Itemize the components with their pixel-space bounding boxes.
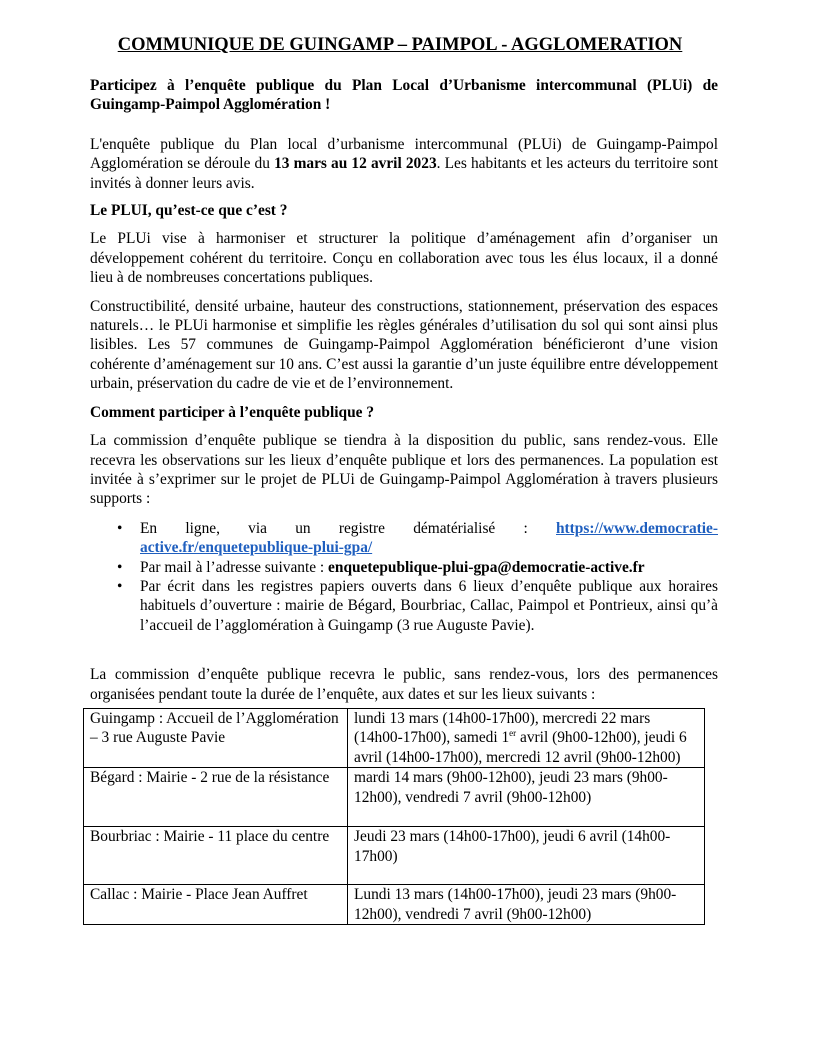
intro-text-after: . Les habitants et les acteurs du territoire sont invités à donner leurs avis. bbox=[90, 155, 718, 192]
section1-paragraph-1: Le PLUi vise à harmoniser et structurer la politique d’aménagement afin d’organiser un développement cohérent du territoire. Conçu en collaboration avec tous les élus locaux, il a donné lieu à de nombreuses concertations publiques. bbox=[90, 230, 718, 287]
participation-list bbox=[90, 519, 718, 635]
dates-text-part-2: avril (9h00-12h00), jeudi 6 avril (14h00-17h00), mercredi 12 avril (9h00-12h00) bbox=[354, 729, 687, 766]
table-row bbox=[84, 768, 705, 827]
permanences-table bbox=[83, 708, 705, 925]
intro-paragraph bbox=[90, 135, 718, 193]
table-cell-place: Bourbriac : Mairie - 11 place du centre bbox=[84, 827, 348, 885]
bullet-icon: • bbox=[117, 558, 123, 576]
table-cell-place: Callac : Mairie - Place Jean Auffret bbox=[84, 885, 348, 925]
online-register-link[interactable]: https://www.democratie-active.fr/enquetepublique-plui-gpa/ bbox=[140, 519, 718, 557]
list-item-online bbox=[117, 519, 718, 558]
document-title: COMMUNIQUE DE GUINGAMP – PAIMPOL - AGGLOMERATION bbox=[117, 35, 683, 55]
section2-paragraph-1: La commission d’enquête publique se tiendra à la disposition du public, sans rendez-vous. Elle recevra les observations sur les lieux d’enquête publique et lors des permanences. La population est invitée à s’exprimer sur le projet de PLUi de Guingamp-Paimpol Agglomération à travers plusieurs supports : bbox=[90, 432, 718, 508]
table-cell-dates: mardi 14 mars (9h00-12h00), jeudi 23 mars (9h00-12h00), vendredi 7 avril (9h00-12h00) bbox=[348, 768, 705, 827]
table-row bbox=[84, 827, 705, 885]
intro-dates: 13 mars au 12 avril 2023 bbox=[274, 155, 437, 173]
table-cell-dates: Lundi 13 mars (14h00-17h00), jeudi 23 mars (9h00-12h00), vendredi 7 avril (9h00-12h00) bbox=[348, 885, 705, 925]
paper-text: Par écrit dans les registres papiers ouverts dans 6 lieux d’enquête publique aux horaires habituels d’ouverture : mairie de Bégard, Bourbriac, Callac, Paimpol et Pontrieux, ainsi qu’à l’accueil de l’agglomération à Guingamp (3 rue Auguste Pavie). bbox=[140, 577, 718, 634]
section-heading-plui: Le PLUI, qu’est-ce que c’est ? bbox=[90, 202, 288, 220]
dates-superscript: er bbox=[509, 728, 517, 739]
list-item-paper bbox=[117, 577, 718, 635]
bullet-icon: • bbox=[117, 519, 123, 537]
table-cell-place: Bégard : Mairie - 2 rue de la résistance bbox=[84, 768, 348, 827]
mail-text: Par mail à l’adresse suivante : bbox=[140, 558, 329, 576]
document-page bbox=[90, 34, 718, 925]
table-cell-dates bbox=[348, 708, 705, 767]
table-row bbox=[84, 885, 705, 925]
section2-paragraph-2: La commission d’enquête publique recevra le public, sans rendez-vous, lors des permanences organisées pendant toute la durée de l’enquête, aux dates et sur les lieux suivants : bbox=[90, 666, 718, 703]
table-cell-dates: Jeudi 23 mars (14h00-17h00), jeudi 6 avril (14h00-17h00) bbox=[348, 827, 705, 885]
table-row bbox=[84, 708, 705, 767]
mail-address: enquetepublique-plui-gpa@democratie-active.fr bbox=[328, 558, 645, 576]
list-item-mail bbox=[117, 558, 718, 577]
lead-paragraph: Participez à l’enquête publique du Plan Local d’Urbanisme intercommunal (PLUi) de Guingamp-Paimpol Agglomération ! bbox=[90, 77, 718, 114]
bullet-icon: • bbox=[117, 577, 123, 595]
table-cell-place: Guingamp : Accueil de l’Agglomération – 3 rue Auguste Pavie bbox=[84, 708, 348, 767]
dates-text-part-1: lundi 13 mars (14h00-17h00), mercredi 22 mars (14h00-17h00), samedi 1 bbox=[354, 709, 651, 747]
section1-paragraph-2: Constructibilité, densité urbaine, hauteur des constructions, stationnement, préservation des espaces naturels… le PLUi harmonise et simplifie les règles générales d’utilisation du sol qui sont ainsi plus lisibles. Les 57 communes de Guingamp-Paimpol Agglomération bénéficieront d’une vision cohérente d’aménagement sur 10 ans. C’est aussi la garantie d’un juste équilibre entre développement urbain, préservation du cadre de vie et de l’environnement. bbox=[90, 297, 718, 393]
section-heading-participate: Comment participer à l’enquête publique ? bbox=[90, 403, 375, 421]
online-text: En ligne, via un registre dématérialisé : bbox=[140, 519, 556, 537]
intro-text-before: L'enquête publique du Plan local d’urbanisme intercommunal (PLUi) de Guingamp-Paimpol Agglomération se déroule du bbox=[90, 135, 718, 173]
